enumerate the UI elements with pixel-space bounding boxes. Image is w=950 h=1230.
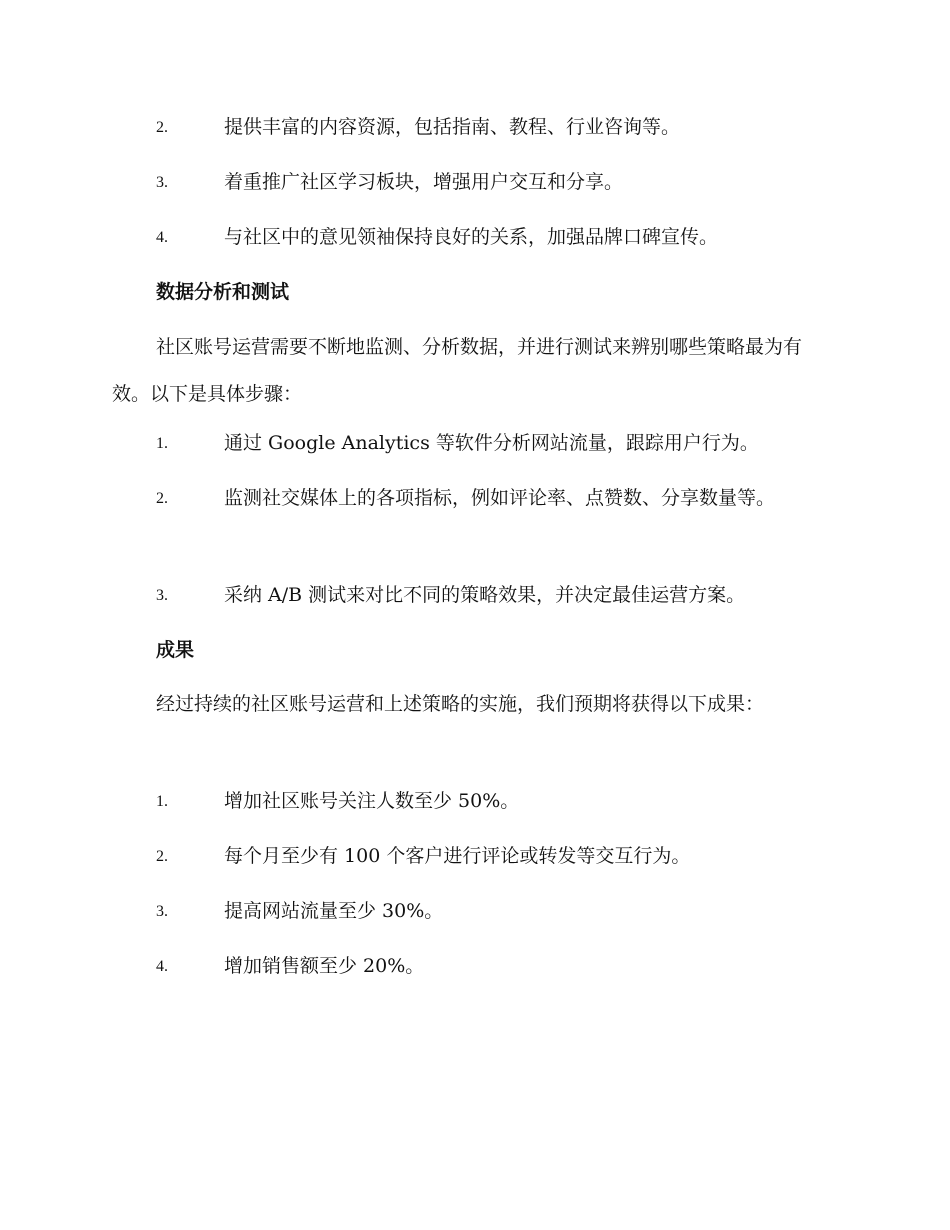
list-text: 提高网站流量至少 30%。 bbox=[224, 900, 444, 922]
list-text: 监测社交媒体上的各项指标，例如评论率、点赞数、分享数量等。 bbox=[224, 487, 776, 509]
list-text: 通过 Google Analytics 等软件分析网站流量，跟踪用户行为。 bbox=[224, 432, 759, 454]
section-intro-paragraph: 经过持续的社区账号运营和上述策略的实施，我们预期将获得以下成果： bbox=[156, 693, 765, 715]
list-text: 增加销售额至少 20%。 bbox=[224, 955, 425, 977]
list-text: 着重推广社区学习板块，增强用户交互和分享。 bbox=[224, 171, 624, 193]
list-text: 提供丰富的内容资源，包括指南、教程、行业咨询等。 bbox=[224, 116, 681, 138]
list-number: 3. bbox=[156, 903, 168, 920]
list-text: 每个月至少有 100 个客户进行评论或转发等交互行为。 bbox=[224, 845, 691, 867]
list-number: 2. bbox=[156, 490, 168, 507]
list-number: 4. bbox=[156, 229, 168, 246]
list-text: 采纳 A/B 测试来对比不同的策略效果，并决定最佳运营方案。 bbox=[224, 584, 746, 606]
list-number: 4. bbox=[156, 958, 168, 975]
list-item bbox=[112, 475, 832, 522]
list-text: 与社区中的意见领袖保持良好的关系，加强品牌口碑宣传。 bbox=[224, 226, 719, 248]
section-intro-paragraph: 社区账号运营需要不断地监测、分析数据，并进行测试来辨别哪些策略最为有效。以下是具体步骤： bbox=[112, 336, 803, 405]
list-number: 2. bbox=[156, 848, 168, 865]
list-number: 3. bbox=[156, 174, 168, 191]
list-number: 1. bbox=[156, 793, 168, 810]
list-number: 2. bbox=[156, 119, 168, 136]
list-number: 1. bbox=[156, 435, 168, 452]
list-text: 增加社区账号关注人数至少 50%。 bbox=[224, 790, 520, 812]
list-number: 3. bbox=[156, 587, 168, 604]
section-heading-results: 成果 bbox=[156, 639, 195, 661]
section-heading-data-analysis: 数据分析和测试 bbox=[156, 281, 290, 303]
